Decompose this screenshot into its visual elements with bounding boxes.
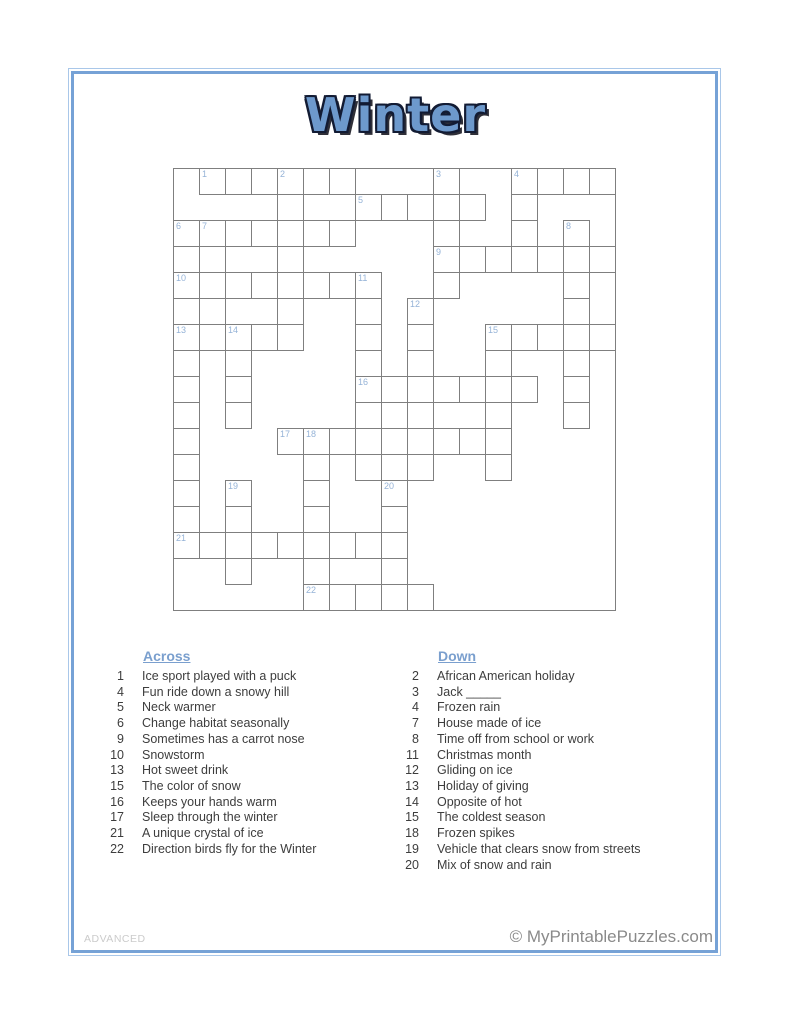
grid-cell-r4c2: [199, 246, 226, 273]
cell-number-10: 10: [176, 273, 187, 283]
grid-cell-r8c10: [407, 350, 434, 377]
grid-cell-r5c2: [199, 272, 226, 299]
grid-cell-r10c13: [485, 402, 512, 429]
clue-number: 3: [412, 684, 419, 699]
grid-cell-r1c4: [251, 168, 278, 195]
grid-cell-r2c14: [511, 194, 538, 221]
crossword-grid: [173, 168, 616, 611]
difficulty-label: ADVANCED: [84, 933, 146, 945]
grid-cell-r8c3: [225, 350, 252, 377]
clue-item-2: [401, 669, 641, 685]
clue-item-8: [401, 732, 641, 748]
grid-cell-r9c12: [459, 376, 486, 403]
grid-cell-r5c3: [225, 272, 252, 299]
grid-cell-r11c1: [173, 428, 200, 455]
clue-text: Ice sport played with a puck: [142, 669, 297, 683]
cell-number-12: 12: [410, 299, 421, 309]
clue-text: Sometimes has a carrot nose: [142, 731, 305, 746]
cell-number-15: 15: [488, 325, 499, 335]
grid-cell-r15c5: [277, 532, 304, 559]
grid-cell-r9c9: [381, 376, 408, 403]
clue-number: 11: [406, 747, 419, 762]
clue-item-18: [401, 826, 641, 842]
cell-number-9: 9: [436, 247, 442, 257]
clue-text: Snowstorm: [142, 747, 205, 762]
clue-text: Frozen spikes: [437, 826, 515, 841]
clue-item-16: [106, 795, 316, 811]
clue-number: 20: [405, 857, 419, 872]
grid-cell-r1c3: [225, 168, 252, 195]
grid-cell-r11c10: [407, 428, 434, 455]
grid-cell-r5c5: [277, 272, 304, 299]
grid-cell-r11c7: [329, 428, 356, 455]
grid-cell-r9c3: [225, 376, 252, 403]
grid-cell-r5c6: [303, 272, 330, 299]
grid-cell-r3c5: [277, 220, 304, 247]
clue-item-3: [401, 685, 641, 701]
grid-cell-r15c2: [199, 532, 226, 559]
grid-cell-r16c9: [381, 558, 408, 585]
grid-cell-r1c15: [537, 168, 564, 195]
clue-item-6: [106, 716, 316, 732]
grid-cell-r6c2: [199, 298, 226, 325]
grid-cell-r7c5: [277, 324, 304, 351]
grid-cell-r15c8: [355, 532, 382, 559]
grid-cell-r10c10: [407, 402, 434, 429]
clue-item-21: [106, 826, 316, 842]
grid-cell-r3c7: [329, 220, 356, 247]
grid-cell-r7c15: [537, 324, 564, 351]
clue-text: The coldest season: [437, 810, 546, 825]
grid-cell-r9c10: [407, 376, 434, 403]
across-heading: Across: [143, 648, 191, 664]
grid-cell-r1c16: [563, 168, 590, 195]
grid-cell-r10c1: [173, 402, 200, 429]
grid-cell-r13c1: [173, 480, 200, 507]
clue-number: 15: [405, 810, 419, 825]
grid-cell-r12c6: [303, 454, 330, 481]
grid-cell-r10c8: [355, 402, 382, 429]
grid-cell-r5c11: [433, 272, 460, 299]
grid-cell-r1c17: [589, 168, 616, 195]
cell-number-19: 19: [228, 481, 239, 491]
clue-number: 22: [110, 841, 124, 856]
grid-cell-r9c1: [173, 376, 200, 403]
clue-text: Holiday of giving: [437, 779, 529, 794]
grid-cell-r7c10: [407, 324, 434, 351]
grid-cell-r4c14: [511, 246, 538, 273]
cell-number-14: 14: [228, 325, 239, 335]
cell-number-1: 1: [202, 169, 208, 179]
clue-item-19: [401, 842, 641, 858]
clue-item-22: [106, 842, 316, 858]
grid-cell-r4c12: [459, 246, 486, 273]
clue-item-1: [106, 669, 316, 685]
grid-cell-r6c16: [563, 298, 590, 325]
clue-number: 17: [110, 810, 124, 825]
clue-number: 7: [412, 716, 419, 731]
clue-text: Fun ride down a snowy hill: [142, 684, 290, 699]
grid-cell-r17c10: [407, 584, 434, 611]
grid-cell-r8c16: [563, 350, 590, 377]
cell-number-21: 21: [176, 533, 187, 543]
clue-item-4: [106, 685, 316, 701]
grid-cell-r7c2: [199, 324, 226, 351]
grid-cell-r8c1: [173, 350, 200, 377]
clue-number: 13: [405, 779, 419, 794]
clue-item-12: [401, 763, 641, 779]
grid-cell-r14c1: [173, 506, 200, 533]
clue-text: The color of snow: [142, 779, 241, 794]
grid-cell-r4c15: [537, 246, 564, 273]
clue-number: 5: [117, 700, 124, 715]
clue-number: 10: [110, 747, 124, 762]
grid-cell-r15c6: [303, 532, 330, 559]
clue-number: 14: [405, 794, 419, 809]
grid-cell-r17c7: [329, 584, 356, 611]
clue-number: 13: [110, 763, 124, 778]
cell-number-2: 2: [280, 169, 286, 179]
clue-text: Change habitat seasonally: [142, 716, 290, 731]
grid-cell-r14c9: [381, 506, 408, 533]
puzzle-title: Winter: [304, 88, 487, 142]
clue-item-4: [401, 700, 641, 716]
down-clue-list: [401, 669, 641, 873]
grid-cell-r8c13: [485, 350, 512, 377]
grid-cell-r9c11: [433, 376, 460, 403]
cell-number-22: 22: [306, 585, 317, 595]
cell-number-17: 17: [280, 429, 291, 439]
clue-item-13: [106, 763, 316, 779]
cell-number-20: 20: [384, 481, 395, 491]
clue-number: 6: [117, 716, 124, 731]
cell-number-11: 11: [358, 273, 368, 283]
grid-cell-r2c9: [381, 194, 408, 221]
clue-text: Hot sweet drink: [142, 763, 229, 778]
cell-number-5: 5: [358, 195, 364, 205]
clue-item-15: [106, 779, 316, 795]
grid-cell-r5c16: [563, 272, 590, 299]
grid-cell-r9c13: [485, 376, 512, 403]
clue-text: Gliding on ice: [437, 763, 513, 778]
clue-text: House made of ice: [437, 716, 542, 731]
grid-cell-r15c3: [225, 532, 252, 559]
grid-cell-r7c14: [511, 324, 538, 351]
grid-cell-r11c12: [459, 428, 486, 455]
grid-cell-r3c14: [511, 220, 538, 247]
grid-cell-r16c6: [303, 558, 330, 585]
grid-cell-r16c3: [225, 558, 252, 585]
grid-cell-r17c8: [355, 584, 382, 611]
grid-cell-r10c16: [563, 402, 590, 429]
grid-cell-r6c8: [355, 298, 382, 325]
grid-cell-r11c8: [355, 428, 382, 455]
grid-cell-r3c4: [251, 220, 278, 247]
grid-cell-r2c11: [433, 194, 460, 221]
grid-cell-r4c13: [485, 246, 512, 273]
grid-cell-r3c6: [303, 220, 330, 247]
clue-item-9: [106, 732, 316, 748]
grid-cell-r7c8: [355, 324, 382, 351]
grid-cell-r7c4: [251, 324, 278, 351]
clue-item-7: [401, 716, 641, 732]
grid-cell-r2c5: [277, 194, 304, 221]
cell-number-4: 4: [514, 169, 520, 179]
grid-cell-r15c9: [381, 532, 408, 559]
grid-cell-r12c13: [485, 454, 512, 481]
clue-item-14: [401, 795, 641, 811]
clue-number: 8: [412, 731, 419, 746]
clue-text: African American holiday: [437, 669, 575, 683]
down-heading: Down: [438, 648, 477, 664]
clue-text: Opposite of hot: [437, 794, 522, 809]
clue-number: 2: [412, 669, 419, 683]
grid-cell-r4c17: [589, 246, 616, 273]
grid-cell-r11c13: [485, 428, 512, 455]
grid-cell-r10c3: [225, 402, 252, 429]
cell-number-13: 13: [176, 325, 187, 335]
clue-item-11: [401, 748, 641, 764]
clue-text: Vehicle that clears snow from streets: [437, 841, 641, 856]
grid-cell-r5c4: [251, 272, 278, 299]
clue-number: 21: [110, 826, 124, 841]
clue-text: Jack _____: [437, 684, 501, 699]
down-clues-section: [401, 648, 641, 873]
grid-cell-r12c8: [355, 454, 382, 481]
clue-item-10: [106, 748, 316, 764]
clue-number: 19: [405, 841, 419, 856]
clue-number: 4: [117, 684, 124, 699]
cell-number-16: 16: [358, 377, 369, 387]
grid-cell-r4c5: [277, 246, 304, 273]
grid-cell-r9c16: [563, 376, 590, 403]
grid-cell-r12c10: [407, 454, 434, 481]
grid-cell-r9c14: [511, 376, 538, 403]
grid-cell-r2c12: [459, 194, 486, 221]
grid-cell-r13c6: [303, 480, 330, 507]
clue-number: 4: [412, 700, 419, 715]
cell-number-18: 18: [306, 429, 317, 439]
grid-cell-r1c7: [329, 168, 356, 195]
clue-text: Neck warmer: [142, 700, 216, 715]
grid-cell-r6c5: [277, 298, 304, 325]
grid-cell-r2c10: [407, 194, 434, 221]
clue-text: Keeps your hands warm: [142, 794, 277, 809]
clue-number: 16: [110, 794, 124, 809]
clue-text: Direction birds fly for the Winter: [142, 841, 317, 856]
grid-cell-r12c1: [173, 454, 200, 481]
cell-number-8: 8: [566, 221, 572, 231]
clue-item-15: [401, 810, 641, 826]
clue-number: 1: [117, 669, 124, 683]
grid-cell-r5c7: [329, 272, 356, 299]
clue-text: Frozen rain: [437, 700, 501, 715]
clue-number: 12: [405, 763, 419, 778]
grid-cell-r14c3: [225, 506, 252, 533]
grid-cell-r8c8: [355, 350, 382, 377]
grid-cell-r4c16: [563, 246, 590, 273]
cell-number-3: 3: [436, 169, 442, 179]
copyright-credit: © MyPrintablePuzzles.com: [509, 927, 713, 946]
clue-item-13: [401, 779, 641, 795]
grid-cell-r14c6: [303, 506, 330, 533]
clue-number: 18: [405, 826, 419, 841]
cell-number-7: 7: [202, 221, 208, 231]
clue-text: A unique crystal of ice: [142, 826, 264, 841]
grid-cell-r7c16: [563, 324, 590, 351]
clue-text: Christmas month: [437, 747, 532, 762]
clue-item-5: [106, 700, 316, 716]
grid-cell-r3c11: [433, 220, 460, 247]
grid-cell-r3c3: [225, 220, 252, 247]
clue-text: Sleep through the winter: [142, 810, 278, 825]
across-clue-list: [106, 669, 316, 858]
across-clues-section: [106, 648, 316, 858]
clue-text: Time off from school or work: [437, 731, 594, 746]
grid-cell-r1c6: [303, 168, 330, 195]
clue-number: 15: [110, 779, 124, 794]
grid-cell-r11c9: [381, 428, 408, 455]
grid-cell-r15c7: [329, 532, 356, 559]
clue-item-17: [106, 810, 316, 826]
grid-cell-r15c4: [251, 532, 278, 559]
grid-cell-r11c11: [433, 428, 460, 455]
clue-number: 9: [117, 731, 124, 746]
clue-text: Mix of snow and rain: [437, 857, 552, 872]
grid-cell-r7c17: [589, 324, 616, 351]
clue-item-20: [401, 858, 641, 874]
grid-cell-r17c9: [381, 584, 408, 611]
cell-number-6: 6: [176, 221, 182, 231]
